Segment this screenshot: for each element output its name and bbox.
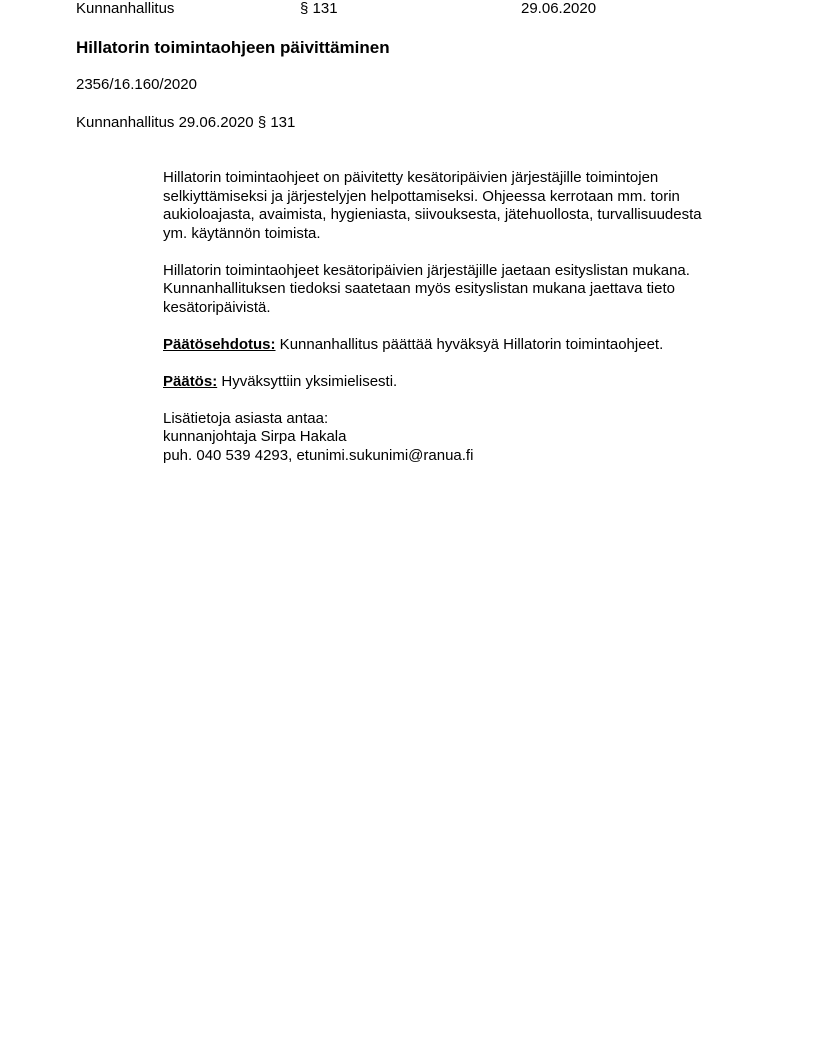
text-line: kesätoripäivistä. [163,298,271,316]
header-body-name: Kunnanhallitus [76,0,175,17]
header-date: 29.06.2020 [521,0,597,17]
decision [163,373,753,392]
document-body [163,169,753,484]
contact-intro: Lisätietoja asiasta antaa: [163,409,329,427]
text-line: Kunnanhallituksen tiedoksi saatetaan myös esityslistan mukana jaettava tieto [163,280,675,297]
text-line: Hillatorin toimintaohjeet kesätoripäivien järjestäjille jaetaan esityslistan mukana. [163,261,690,279]
page-title: Hillatorin toimintaohjeen päivittäminen [76,38,390,57]
contact-info [163,410,753,466]
proposal-text: Kunnanhallitus päättää hyväksyä Hillatorin toimintaohjeet. [275,335,664,353]
text-line: ym. käytännön toimista. [163,224,321,242]
decision-proposal [163,336,753,355]
header-section-number: § 131 [300,0,338,17]
decision-label: Päätös: [163,372,218,390]
text-line: selkiyttämiseksi ja järjestelyjen helpottamiseksi. Ohjeessa kerrotaan mm. torin [163,187,680,205]
decision-text: Hyväksyttiin yksimielisesti. [217,372,398,390]
text-line: Hillatorin toimintaohjeet on päivitetty kesätoripäivien järjestäjille toimintojen [163,169,659,186]
contact-phone-email: puh. 040 539 4293, etunimi.sukunimi@ranua.fi [163,446,474,464]
paragraph-distribution [163,262,753,318]
contact-name: kunnanjohtaja Sirpa Hakala [163,428,347,445]
text-line: aukioloajasta, avaimista, hygieniasta, siivouksesta, jätehuollosta, turvallisuudesta [163,206,702,223]
proposal-label: Päätösehdotus: [163,335,276,353]
paragraph-background [163,169,753,243]
document-header [76,0,776,20]
meeting-line: Kunnanhallitus 29.06.2020 § 131 [76,114,296,131]
reference-number: 2356/16.160/2020 [76,76,197,93]
